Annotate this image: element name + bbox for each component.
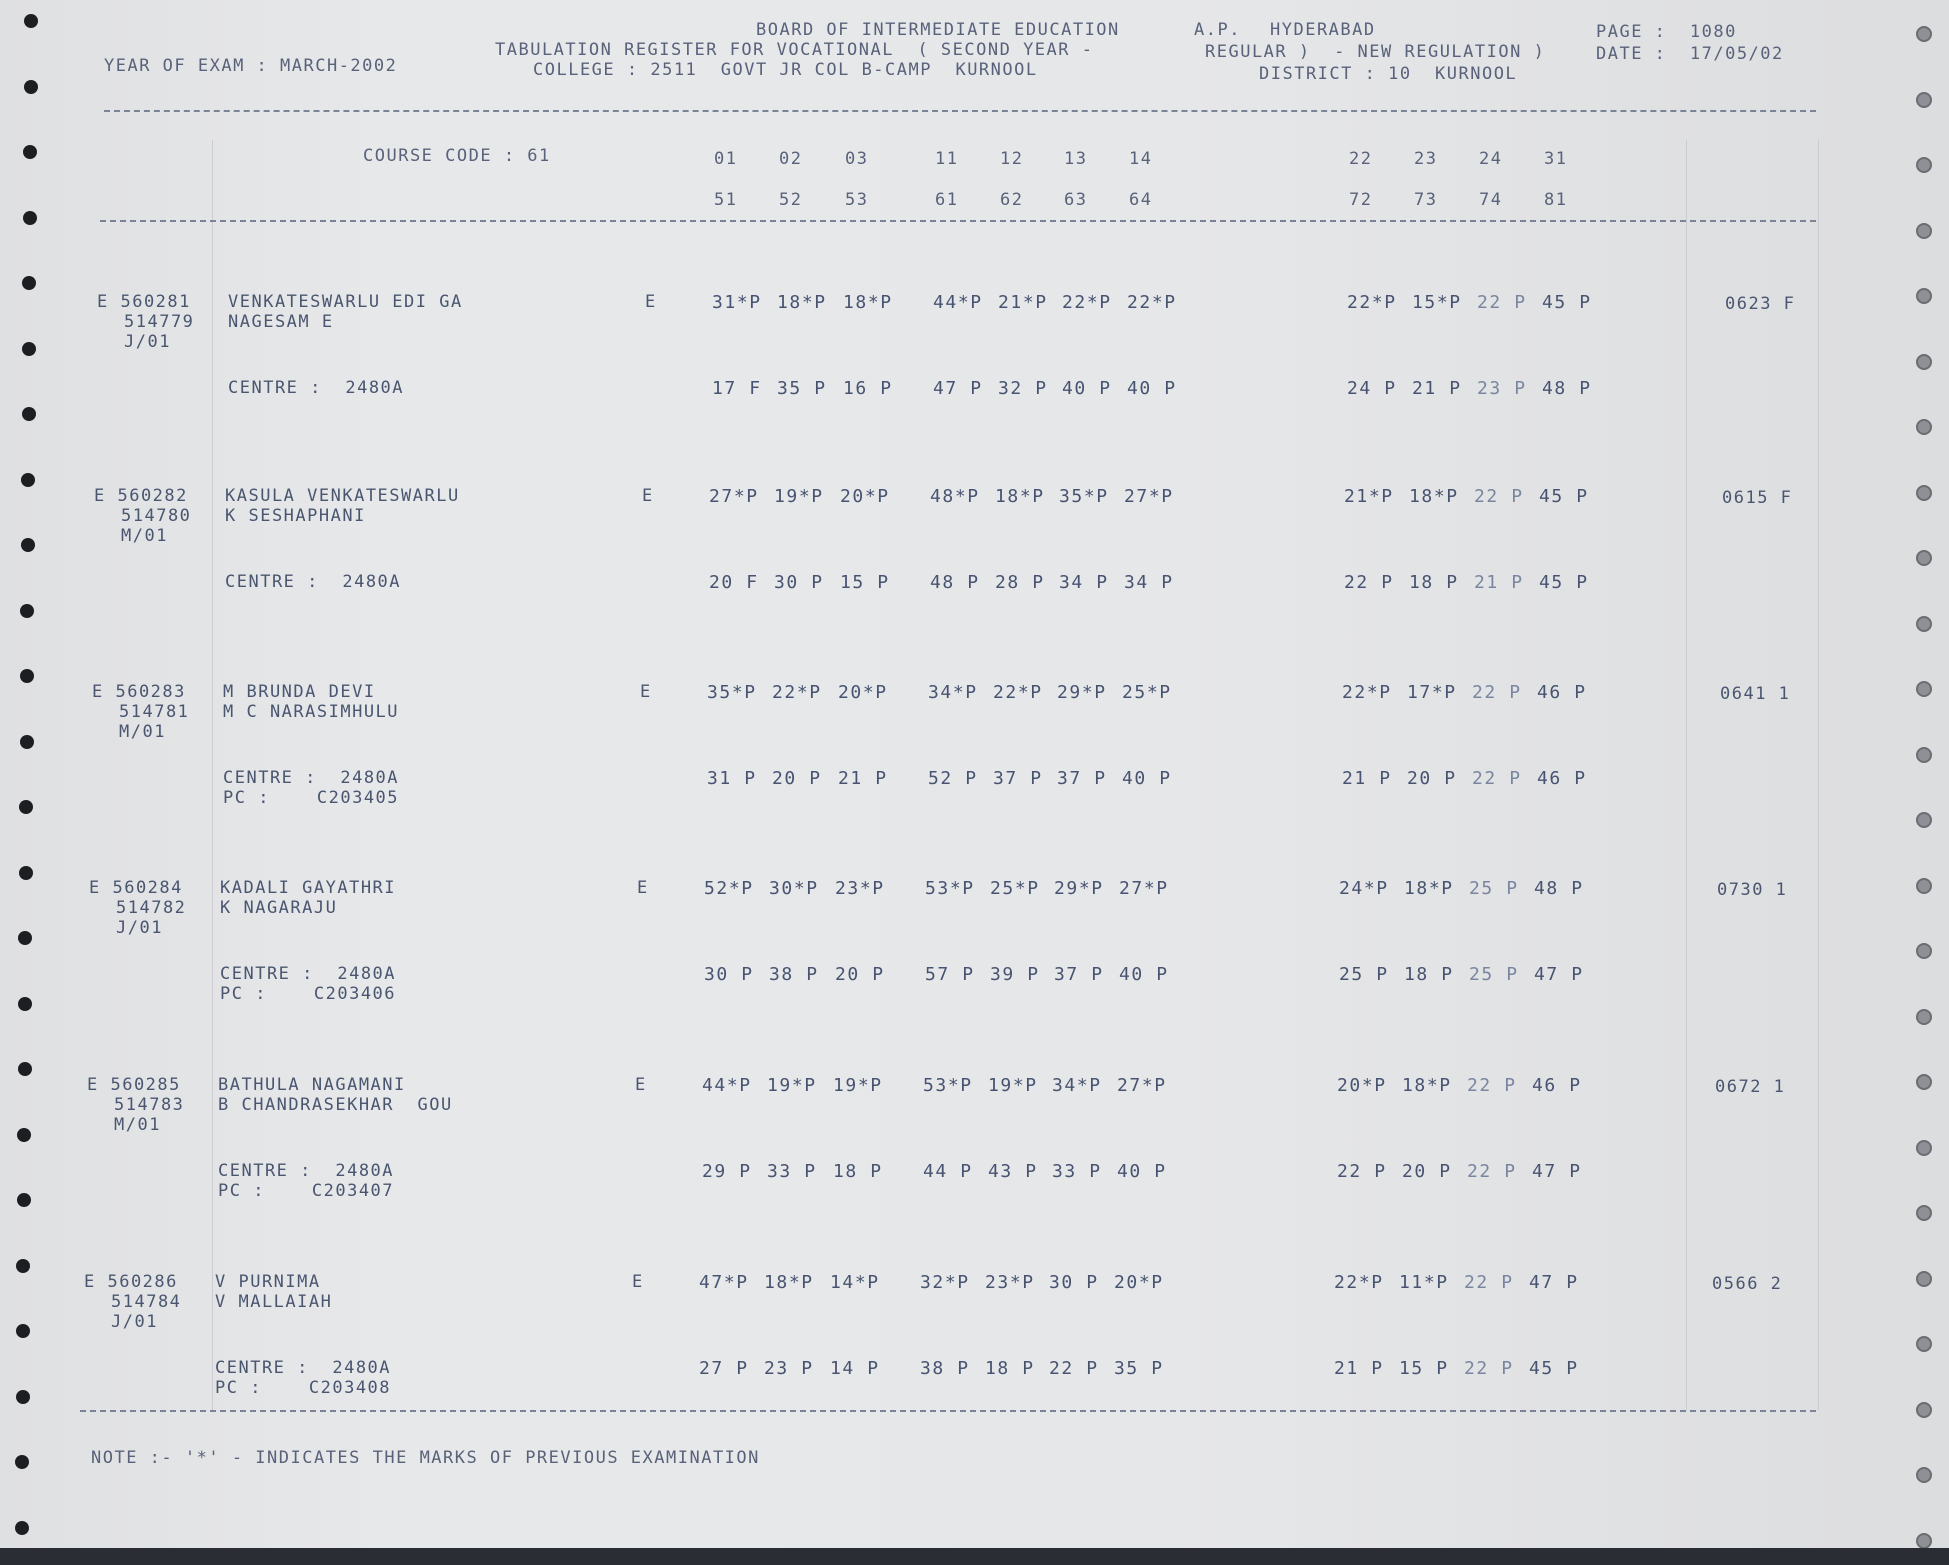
- mark-cell: 24 P: [1347, 378, 1397, 399]
- student-name: M BRUNDA DEVI: [223, 682, 376, 702]
- column-rule: [1686, 140, 1687, 1410]
- feed-hole: [21, 538, 35, 552]
- feed-hole: [16, 1390, 30, 1404]
- mark-cell: 48 P: [1542, 378, 1592, 399]
- group-code: J/01: [116, 918, 163, 938]
- mark-cell: 35 P: [777, 378, 827, 399]
- column-rule: [1818, 140, 1819, 1410]
- mark-cell: 22 P: [1464, 1358, 1514, 1379]
- mark-cell: 22 P: [1472, 768, 1522, 789]
- mark-cell: 22*P: [993, 682, 1043, 703]
- student-id: E 560285: [87, 1075, 181, 1095]
- feed-hole: [1916, 223, 1932, 239]
- father-name: K NAGARAJU: [220, 898, 338, 918]
- subject-code: 81: [1544, 190, 1568, 210]
- mark-cell: 21 P: [1474, 572, 1524, 593]
- mark-cell: 19*P: [767, 1075, 817, 1096]
- register-title: TABULATION REGISTER FOR VOCATIONAL ( SECOND YEAR -: [495, 40, 1094, 60]
- mark-cell: 30 P: [1049, 1272, 1099, 1293]
- mark-cell: 32 P: [998, 378, 1048, 399]
- mark-cell: 20 F: [709, 572, 759, 593]
- subject-code: 14: [1129, 149, 1153, 169]
- mark-cell: 28 P: [995, 572, 1045, 593]
- group-code: M/01: [121, 526, 168, 546]
- mark-cell: 22*P: [1347, 292, 1397, 313]
- mark-cell: 15*P: [1412, 292, 1462, 313]
- father-name: NAGESAM E: [228, 312, 334, 332]
- mark-cell: 48 P: [1534, 878, 1584, 899]
- mark-cell: 45 P: [1539, 486, 1589, 507]
- mark-cell: 52*P: [704, 878, 754, 899]
- mark-cell: 18*P: [1404, 878, 1454, 899]
- mark-cell: 18*P: [1409, 486, 1459, 507]
- mark-cell: 27*P: [1124, 486, 1174, 507]
- mark-cell: 20*P: [1337, 1075, 1387, 1096]
- feed-hole: [1916, 1336, 1932, 1352]
- mark-cell: 47*P: [699, 1272, 749, 1293]
- mark-cell: 21 P: [1342, 768, 1392, 789]
- centre-code: CENTRE : 2480A: [215, 1358, 392, 1378]
- mark-cell: 44*P: [933, 292, 983, 313]
- feed-hole: [1916, 1205, 1932, 1221]
- mark-cell: 19*P: [833, 1075, 883, 1096]
- subject-code: 02: [779, 149, 803, 169]
- mark-cell: 43 P: [988, 1161, 1038, 1182]
- group-code: M/01: [114, 1115, 161, 1135]
- subject-code: 64: [1129, 190, 1153, 210]
- mark-cell: 25*P: [1122, 682, 1172, 703]
- subject-code: 24: [1479, 149, 1503, 169]
- feed-hole: [15, 1455, 29, 1469]
- father-name: K SESHAPHANI: [225, 506, 366, 526]
- registration-number: 514782: [116, 898, 187, 918]
- student-name: BATHULA NAGAMANI: [218, 1075, 406, 1095]
- pc-code: PC : C203407: [218, 1181, 395, 1201]
- student-id: E 560284: [89, 878, 183, 898]
- mark-cell: 22*P: [1127, 292, 1177, 313]
- total-result: 0730 1: [1717, 880, 1788, 900]
- centre-code: CENTRE : 2480A: [228, 378, 405, 398]
- mark-cell: 20 P: [835, 964, 885, 985]
- mark-cell: 47 P: [933, 378, 983, 399]
- mark-cell: 27 P: [699, 1358, 749, 1379]
- feed-hole: [22, 407, 36, 421]
- subject-code: 61: [935, 190, 959, 210]
- mark-cell: 22*P: [1062, 292, 1112, 313]
- mark-cell: 22*P: [1334, 1272, 1384, 1293]
- subject-code: 12: [1000, 149, 1024, 169]
- mark-cell: 15 P: [1399, 1358, 1449, 1379]
- mark-cell: 23 P: [764, 1358, 814, 1379]
- feed-hole: [1916, 92, 1932, 108]
- mark-cell: 45 P: [1529, 1358, 1579, 1379]
- regulation-label: REGULAR ) - NEW REGULATION ): [1205, 42, 1546, 62]
- student-id: E 560286: [84, 1272, 178, 1292]
- mark-cell: 35 P: [1114, 1358, 1164, 1379]
- mark-cell: 22 P: [1344, 572, 1394, 593]
- mark-cell: 57 P: [925, 964, 975, 985]
- student-id: E 560283: [92, 682, 186, 702]
- mark-cell: 25 P: [1339, 964, 1389, 985]
- feed-hole: [1916, 616, 1932, 632]
- mark-cell: 45 P: [1542, 292, 1592, 313]
- mark-cell: 44*P: [702, 1075, 752, 1096]
- mark-cell: 21 P: [838, 768, 888, 789]
- mark-cell: 34 P: [1059, 572, 1109, 593]
- subject-code: 73: [1414, 190, 1438, 210]
- centre-code: CENTRE : 2480A: [223, 768, 400, 788]
- mark-cell: 18 P: [1404, 964, 1454, 985]
- mark-cell: 31*P: [712, 292, 762, 313]
- medium: E: [640, 682, 652, 702]
- subject-code: 23: [1414, 149, 1438, 169]
- mark-cell: 45 P: [1539, 572, 1589, 593]
- mark-cell: 29 P: [702, 1161, 752, 1182]
- mark-cell: 18 P: [833, 1161, 883, 1182]
- mark-cell: 33 P: [1052, 1161, 1102, 1182]
- mark-cell: 32*P: [920, 1272, 970, 1293]
- mark-cell: 20 P: [772, 768, 822, 789]
- father-name: M C NARASIMHULU: [223, 702, 400, 722]
- mark-cell: 22*P: [1342, 682, 1392, 703]
- pc-code: PC : C203405: [223, 788, 400, 808]
- feed-hole: [19, 800, 33, 814]
- feed-hole: [18, 931, 32, 945]
- mark-cell: 33 P: [767, 1161, 817, 1182]
- feed-hole: [17, 1128, 31, 1142]
- mark-cell: 31 P: [707, 768, 757, 789]
- feed-hole: [1916, 1533, 1932, 1549]
- mark-cell: 14 P: [830, 1358, 880, 1379]
- feed-hole: [18, 1062, 32, 1076]
- feed-hole: [1916, 1467, 1932, 1483]
- subject-code: 31: [1544, 149, 1568, 169]
- feed-hole: [1916, 550, 1932, 566]
- feed-hole: [1916, 681, 1932, 697]
- mark-cell: 19*P: [988, 1075, 1038, 1096]
- mark-cell: 22 P: [1049, 1358, 1099, 1379]
- mark-cell: 35*P: [1059, 486, 1109, 507]
- feed-hole: [24, 14, 38, 28]
- total-result: 0615 F: [1722, 488, 1793, 508]
- mark-cell: 14*P: [830, 1272, 880, 1293]
- header-divider: [104, 110, 1816, 112]
- father-name: B CHANDRASEKHAR GOU: [218, 1095, 453, 1115]
- mark-cell: 47 P: [1529, 1272, 1579, 1293]
- mark-cell: 38 P: [920, 1358, 970, 1379]
- mark-cell: 46 P: [1537, 682, 1587, 703]
- mark-cell: 40 P: [1117, 1161, 1167, 1182]
- registration-number: 514781: [119, 702, 190, 722]
- subject-code: 01: [714, 149, 738, 169]
- subject-code: 11: [935, 149, 959, 169]
- subject-code: 22: [1349, 149, 1373, 169]
- registration-number: 514784: [111, 1292, 182, 1312]
- feed-hole: [1916, 747, 1932, 763]
- footer-divider: [80, 1410, 1816, 1412]
- column-rule: [212, 140, 213, 1410]
- mark-cell: 18 P: [985, 1358, 1035, 1379]
- group-code: J/01: [124, 332, 171, 352]
- mark-cell: 22 P: [1477, 292, 1527, 313]
- year-of-exam: YEAR OF EXAM : MARCH-2002: [104, 56, 398, 76]
- mark-cell: 11*P: [1399, 1272, 1449, 1293]
- subject-code: 03: [845, 149, 869, 169]
- feed-hole: [1916, 288, 1932, 304]
- feed-hole: [19, 866, 33, 880]
- feed-hole: [1916, 1009, 1932, 1025]
- father-name: V MALLAIAH: [215, 1292, 333, 1312]
- mark-cell: 18*P: [995, 486, 1045, 507]
- mark-cell: 22 P: [1467, 1075, 1517, 1096]
- feed-hole: [22, 276, 36, 290]
- feed-hole: [16, 1324, 30, 1338]
- feed-hole: [20, 669, 34, 683]
- mark-cell: 46 P: [1532, 1075, 1582, 1096]
- mark-cell: 22 P: [1464, 1272, 1514, 1293]
- subject-code: 53: [845, 190, 869, 210]
- mark-cell: 18*P: [843, 292, 893, 313]
- mark-cell: 20 P: [1407, 768, 1457, 789]
- feed-hole: [22, 342, 36, 356]
- district-info: DISTRICT : 10 KURNOOL: [1259, 64, 1518, 84]
- subject-code: 13: [1064, 149, 1088, 169]
- feed-hole: [1916, 354, 1932, 370]
- mark-cell: 21 P: [1412, 378, 1462, 399]
- subject-code: 74: [1479, 190, 1503, 210]
- subject-code: 52: [779, 190, 803, 210]
- medium: E: [645, 292, 657, 312]
- pc-code: PC : C203408: [215, 1378, 392, 1398]
- medium: E: [635, 1075, 647, 1095]
- mark-cell: 37 P: [1054, 964, 1104, 985]
- mark-cell: 27*P: [1119, 878, 1169, 899]
- mark-cell: 18*P: [1402, 1075, 1452, 1096]
- footnote: NOTE :- '*' - INDICATES THE MARKS OF PREVIOUS EXAMINATION: [91, 1448, 760, 1468]
- mark-cell: 22*P: [772, 682, 822, 703]
- feed-hole: [1916, 878, 1932, 894]
- feed-hole: [1916, 485, 1932, 501]
- mark-cell: 23*P: [835, 878, 885, 899]
- city-name: HYDERABAD: [1270, 20, 1376, 40]
- mark-cell: 34*P: [928, 682, 978, 703]
- mark-cell: 22 P: [1337, 1161, 1387, 1182]
- feed-hole: [1916, 812, 1932, 828]
- student-name: KADALI GAYATHRI: [220, 878, 397, 898]
- page-number: PAGE : 1080: [1596, 22, 1737, 42]
- centre-code: CENTRE : 2480A: [225, 572, 402, 592]
- mark-cell: 37 P: [1057, 768, 1107, 789]
- pc-code: PC : C203406: [220, 984, 397, 1004]
- subject-code: 72: [1349, 190, 1373, 210]
- group-code: M/01: [119, 722, 166, 742]
- mark-cell: 23*P: [985, 1272, 1035, 1293]
- mark-cell: 19*P: [774, 486, 824, 507]
- subject-code: 63: [1064, 190, 1088, 210]
- mark-cell: 24*P: [1339, 878, 1389, 899]
- course-code: COURSE CODE : 61: [363, 146, 551, 166]
- feed-hole: [1916, 943, 1932, 959]
- feed-hole: [20, 735, 34, 749]
- mark-cell: 34 P: [1124, 572, 1174, 593]
- feed-hole: [18, 997, 32, 1011]
- total-result: 0566 2: [1712, 1274, 1783, 1294]
- feed-hole: [1916, 419, 1932, 435]
- subject-code: 51: [714, 190, 738, 210]
- feed-hole: [21, 473, 35, 487]
- college-info: COLLEGE : 2511 GOVT JR COL B-CAMP KURNOOL: [533, 60, 1038, 80]
- mark-cell: 52 P: [928, 768, 978, 789]
- mark-cell: 40 P: [1127, 378, 1177, 399]
- column-header-divider: [100, 220, 1816, 222]
- centre-code: CENTRE : 2480A: [218, 1161, 395, 1181]
- feed-hole: [1916, 26, 1932, 42]
- mark-cell: 47 P: [1534, 964, 1584, 985]
- feed-hole: [1916, 1402, 1932, 1418]
- mark-cell: 17*P: [1407, 682, 1457, 703]
- mark-cell: 20 P: [1402, 1161, 1452, 1182]
- mark-cell: 23 P: [1477, 378, 1527, 399]
- registration-number: 514783: [114, 1095, 185, 1115]
- mark-cell: 30 P: [774, 572, 824, 593]
- mark-cell: 40 P: [1119, 964, 1169, 985]
- student-name: V PURNIMA: [215, 1272, 321, 1292]
- mark-cell: 38 P: [769, 964, 819, 985]
- medium: E: [637, 878, 649, 898]
- state-code: A.P.: [1194, 20, 1241, 40]
- mark-cell: 15 P: [840, 572, 890, 593]
- mark-cell: 22 P: [1472, 682, 1522, 703]
- mark-cell: 21 P: [1334, 1358, 1384, 1379]
- paper-bottom-edge: [0, 1548, 1949, 1565]
- student-id: E 560281: [97, 292, 191, 312]
- feed-hole: [1916, 1074, 1932, 1090]
- mark-cell: 35*P: [707, 682, 757, 703]
- mark-cell: 25*P: [990, 878, 1040, 899]
- mark-cell: 22 P: [1467, 1161, 1517, 1182]
- mark-cell: 37 P: [993, 768, 1043, 789]
- centre-code: CENTRE : 2480A: [220, 964, 397, 984]
- medium: E: [632, 1272, 644, 1292]
- feed-hole: [20, 604, 34, 618]
- registration-number: 514780: [121, 506, 192, 526]
- feed-hole: [1916, 1140, 1932, 1156]
- mark-cell: 39 P: [990, 964, 1040, 985]
- mark-cell: 21*P: [998, 292, 1048, 313]
- feed-hole: [23, 211, 37, 225]
- mark-cell: 20*P: [840, 486, 890, 507]
- feed-hole: [24, 80, 38, 94]
- total-result: 0672 1: [1715, 1077, 1786, 1097]
- board-name: BOARD OF INTERMEDIATE EDUCATION: [756, 20, 1120, 40]
- print-date: DATE : 17/05/02: [1596, 44, 1784, 64]
- mark-cell: 18 P: [1409, 572, 1459, 593]
- mark-cell: 27*P: [1117, 1075, 1167, 1096]
- student-id: E 560282: [94, 486, 188, 506]
- mark-cell: 30 P: [704, 964, 754, 985]
- mark-cell: 30*P: [769, 878, 819, 899]
- mark-cell: 20*P: [838, 682, 888, 703]
- feed-hole: [15, 1521, 29, 1535]
- mark-cell: 18*P: [764, 1272, 814, 1293]
- feed-hole: [17, 1193, 31, 1207]
- feed-hole: [16, 1259, 30, 1273]
- mark-cell: 27*P: [709, 486, 759, 507]
- mark-cell: 25 P: [1469, 964, 1519, 985]
- mark-cell: 53*P: [925, 878, 975, 899]
- total-result: 0623 F: [1725, 294, 1796, 314]
- mark-cell: 29*P: [1054, 878, 1104, 899]
- mark-cell: 48 P: [930, 572, 980, 593]
- mark-cell: 46 P: [1537, 768, 1587, 789]
- mark-cell: 25 P: [1469, 878, 1519, 899]
- mark-cell: 44 P: [923, 1161, 973, 1182]
- mark-cell: 16 P: [843, 378, 893, 399]
- group-code: J/01: [111, 1312, 158, 1332]
- total-result: 0641 1: [1720, 684, 1791, 704]
- mark-cell: 48*P: [930, 486, 980, 507]
- registration-number: 514779: [124, 312, 195, 332]
- mark-cell: 17 F: [712, 378, 762, 399]
- mark-cell: 47 P: [1532, 1161, 1582, 1182]
- mark-cell: 18*P: [777, 292, 827, 313]
- student-name: KASULA VENKATESWARLU: [225, 486, 460, 506]
- mark-cell: 29*P: [1057, 682, 1107, 703]
- feed-hole: [1916, 1271, 1932, 1287]
- mark-cell: 53*P: [923, 1075, 973, 1096]
- feed-hole: [23, 145, 37, 159]
- mark-cell: 40 P: [1122, 768, 1172, 789]
- mark-cell: 21*P: [1344, 486, 1394, 507]
- mark-cell: 20*P: [1114, 1272, 1164, 1293]
- subject-code: 62: [1000, 190, 1024, 210]
- mark-cell: 22 P: [1474, 486, 1524, 507]
- medium: E: [642, 486, 654, 506]
- mark-cell: 40 P: [1062, 378, 1112, 399]
- feed-hole: [1916, 157, 1932, 173]
- mark-cell: 34*P: [1052, 1075, 1102, 1096]
- student-name: VENKATESWARLU EDI GA: [228, 292, 463, 312]
